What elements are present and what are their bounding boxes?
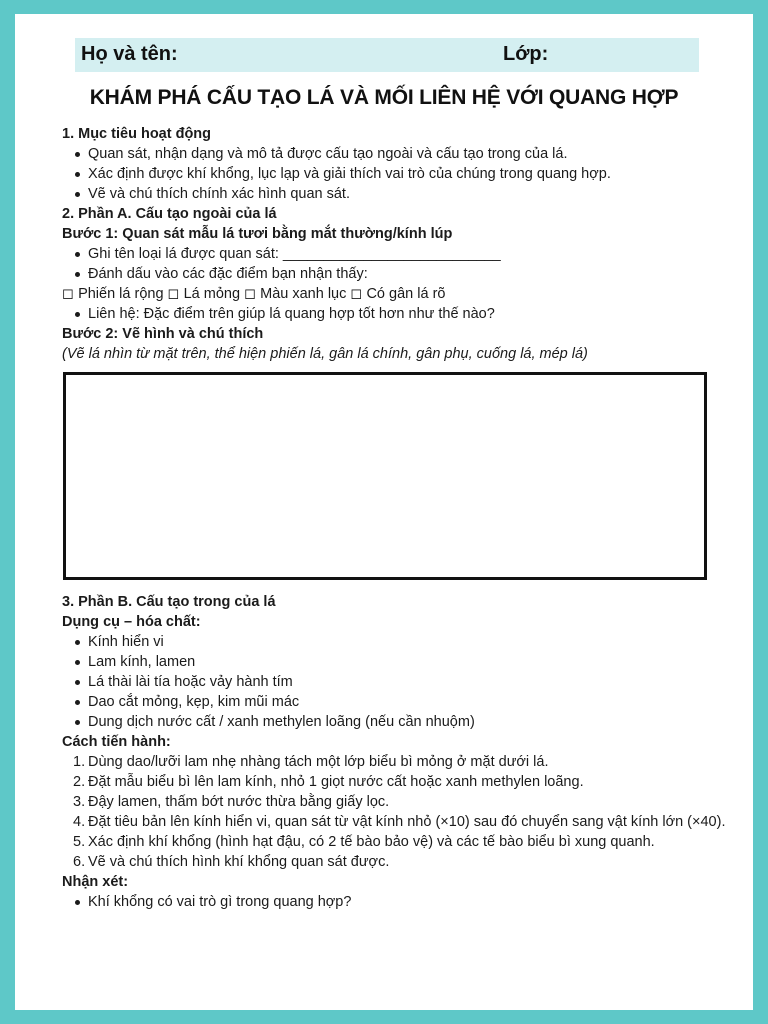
tools-heading: Dụng cụ – hóa chất:	[62, 614, 201, 630]
step1-heading: Bước 1: Quan sát mẫu lá tươi bằng mắt thường/kính lúp	[62, 226, 453, 242]
step-text: Đặt mẫu biểu bì lên lam kính, nhỏ 1 giọt nước cất hoặc xanh methylen loãng.	[88, 774, 584, 790]
step-text: Vẽ và chú thích hình khí khổng quan sát được.	[88, 854, 390, 870]
step-number: 5.	[73, 834, 86, 850]
step-text: Đặt tiêu bản lên kính hiển vi, quan sát từ vật kính nhỏ (×10) sau đó chuyển sang vật kính lớn (×40).	[88, 814, 726, 830]
tools-list	[62, 632, 742, 732]
section2-heading: 2. Phần A. Cấu tạo ngoài của lá	[62, 206, 277, 222]
section1-list	[62, 144, 742, 204]
procedure-step	[62, 832, 742, 852]
procedure-list	[62, 752, 742, 872]
step1-list	[62, 244, 742, 284]
spacer	[62, 580, 742, 592]
list-item: Xác định được khí khổng, lục lạp và giải thích vai trò của chúng trong quang hợp.	[62, 164, 742, 184]
step-number: 6.	[73, 854, 86, 870]
feature-checkboxes[interactable]: ◻ Phiến lá rộng ◻ Lá mỏng ◻ Màu xanh lục ◻ Có gân lá rõ	[62, 286, 446, 302]
step-number: 4.	[73, 814, 86, 830]
drawing-box[interactable]	[63, 372, 707, 580]
list-item: Vẽ và chú thích chính xác hình quan sát.	[62, 184, 742, 204]
step2-heading: Bước 2: Vẽ hình và chú thích	[62, 326, 264, 342]
procedure-step	[62, 812, 742, 832]
step-number: 2.	[73, 774, 86, 790]
list-item: Kính hiển vi	[62, 632, 742, 652]
list-item: Lam kính, lamen	[62, 652, 742, 672]
step1-list-2	[62, 304, 742, 324]
list-item: Dung dịch nước cất / xanh methylen loãng (nếu cần nhuộm)	[62, 712, 742, 732]
list-item: Khí khổng có vai trò gì trong quang hợp?	[62, 892, 742, 912]
procedure-step	[62, 852, 742, 872]
list-item: Liên hệ: Đặc điểm trên giúp lá quang hợp tốt hơn như thế nào?	[62, 304, 742, 324]
step-number: 3.	[73, 794, 86, 810]
worksheet-page	[15, 14, 753, 1010]
step-text: Xác định khí khổng (hình hạt đậu, có 2 tế bào bảo vệ) và các tế bào biểu bì xung quanh.	[88, 834, 655, 850]
name-label: Họ và tên:	[81, 43, 178, 65]
step-number: 1.	[73, 754, 86, 770]
step-text: Đậy lamen, thấm bớt nước thừa bằng giấy lọc.	[88, 794, 390, 810]
procedure-step	[62, 792, 742, 812]
worksheet-title: KHÁM PHÁ CẤU TẠO LÁ VÀ MỐI LIÊN HỆ VỚI QUANG HỢP	[89, 86, 679, 109]
student-info-bar	[75, 38, 699, 72]
section3-heading: 3. Phần B. Cấu tạo trong của lá	[62, 594, 276, 610]
procedure-step	[62, 752, 742, 772]
list-item: Lá thài lài tía hoặc vảy hành tím	[62, 672, 742, 692]
list-item: Đánh dấu vào các đặc điểm bạn nhận thấy:	[62, 264, 742, 284]
class-label: Lớp:	[503, 43, 549, 65]
list-item: Dao cắt mỏng, kẹp, kim mũi mác	[62, 692, 742, 712]
remark-list	[62, 892, 742, 912]
procedure-heading: Cách tiến hành:	[62, 734, 171, 750]
list-item: Ghi tên loại lá được quan sát: ___________________________	[62, 244, 742, 264]
list-item: Quan sát, nhận dạng và mô tả được cấu tạo ngoài và cấu tạo trong của lá.	[62, 144, 742, 164]
procedure-step	[62, 772, 742, 792]
step2-note: (Vẽ lá nhìn từ mặt trên, thể hiện phiến lá, gân lá chính, gân phụ, cuống lá, mép lá)	[62, 346, 588, 362]
step-text: Dùng dao/lưỡi lam nhẹ nhàng tách một lớp biểu bì mỏng ở mặt dưới lá.	[88, 754, 549, 770]
worksheet-content	[62, 124, 742, 912]
remark-heading: Nhận xét:	[62, 874, 129, 890]
section1-heading: 1. Mục tiêu hoạt động	[62, 126, 212, 142]
